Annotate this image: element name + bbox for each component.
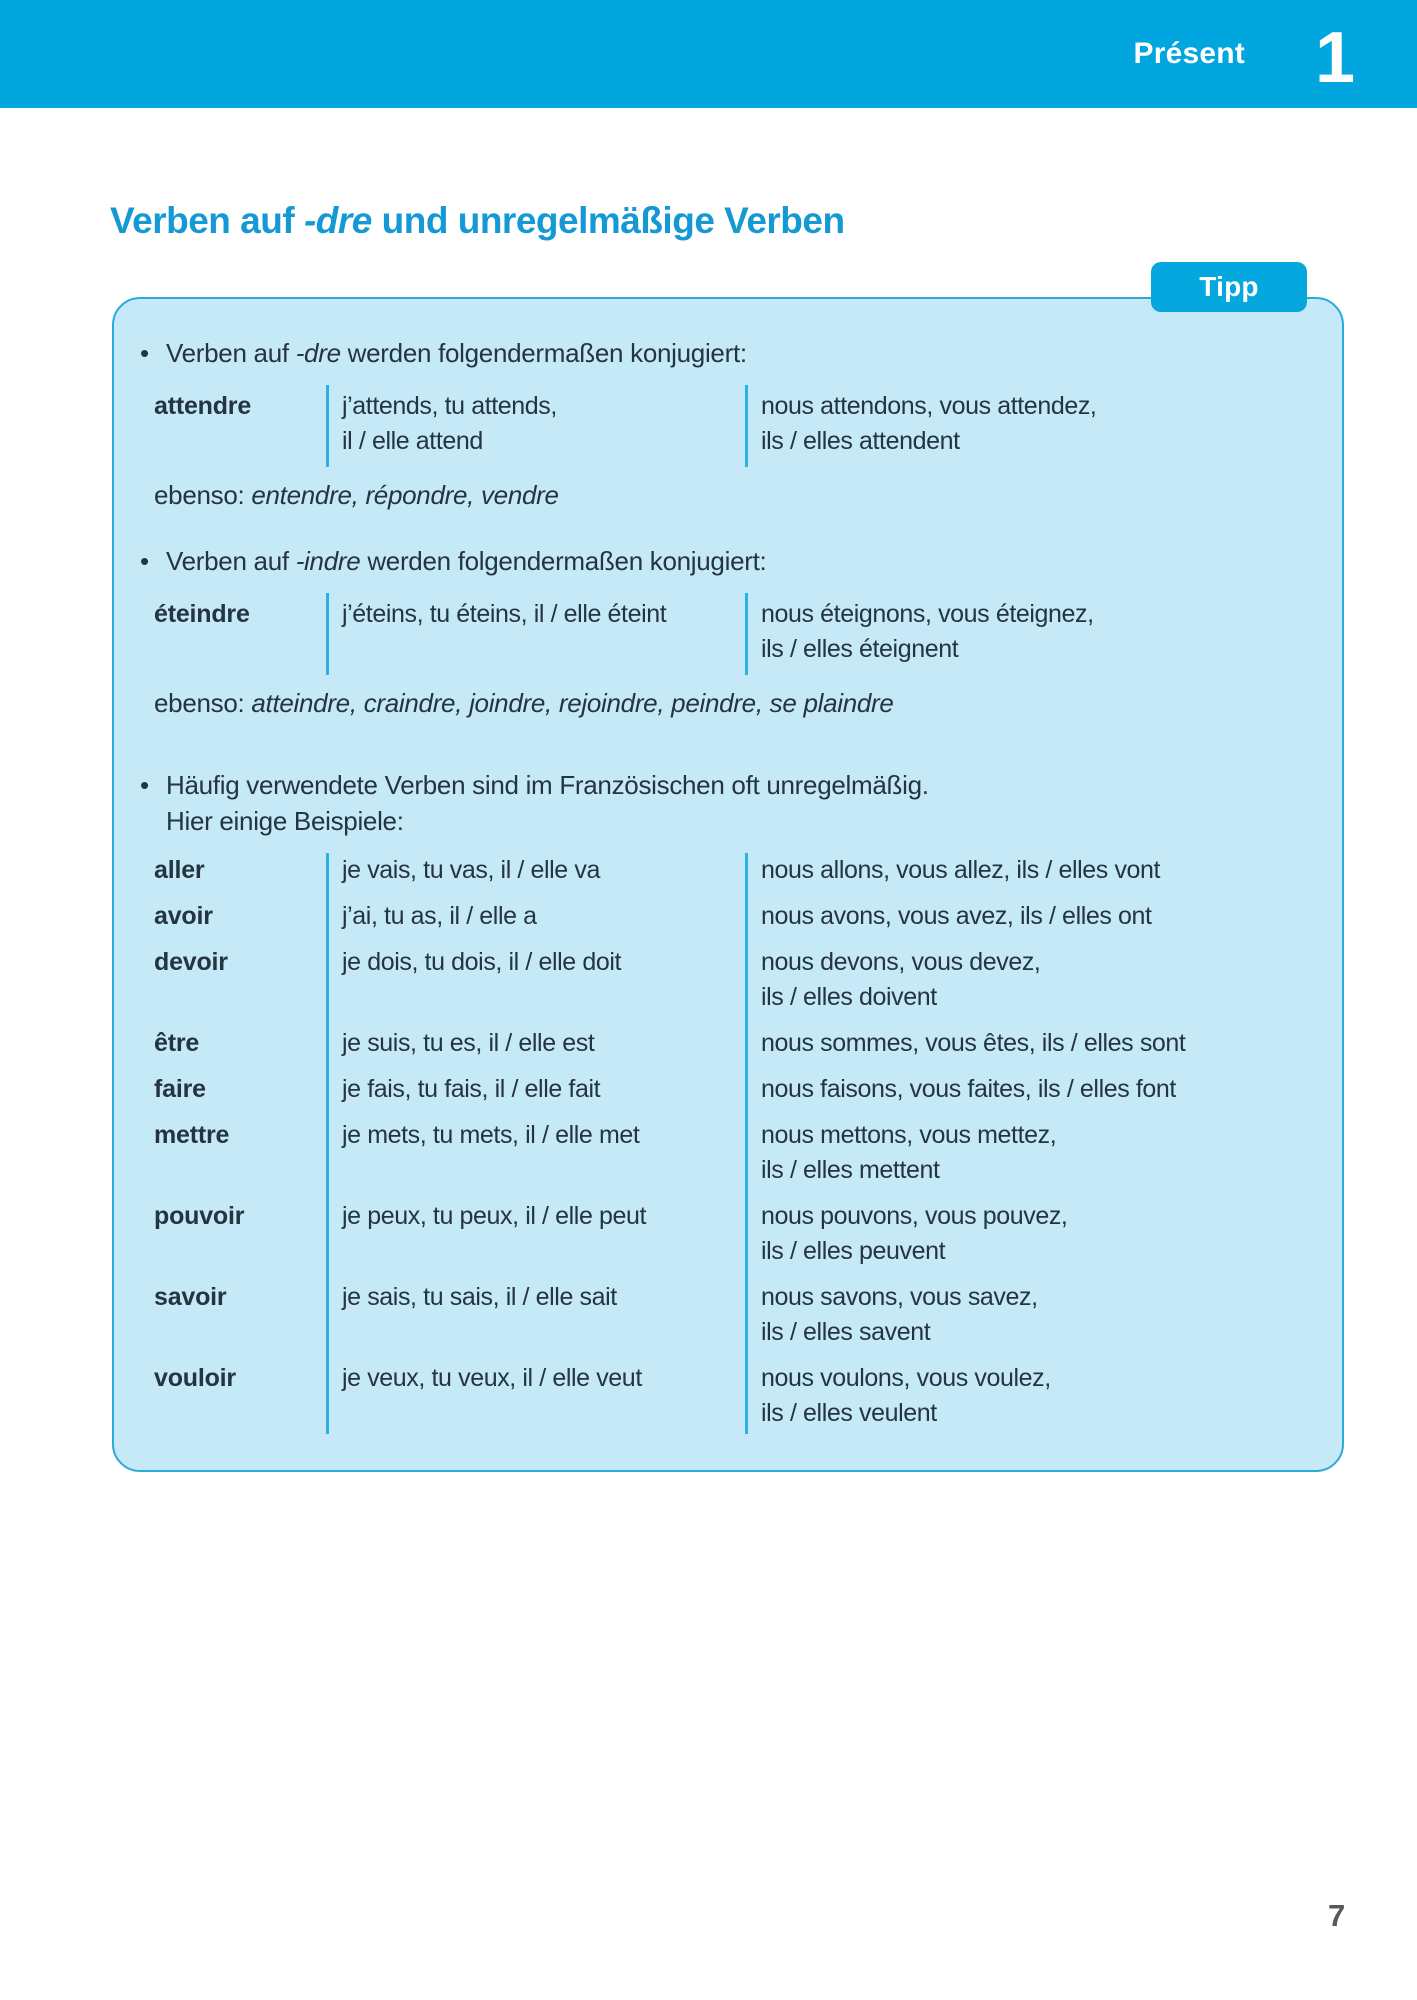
bullet-indre-text: Verben auf -indre werden folgendermaßen konjugiert: (166, 546, 767, 576)
verb-name-etre: être (154, 1029, 200, 1057)
page-title-part1: Verben auf (110, 200, 304, 241)
page-title-italic: -dre (303, 200, 372, 241)
bullet-icon: • (140, 770, 149, 800)
verb-name-mettre: mettre (154, 1121, 230, 1149)
verb-singular-faire: je fais, tu fais, il / elle fait (326, 1072, 745, 1118)
verb-name-aller: aller (154, 856, 205, 884)
page-title-part3: und unregelmäßige Verben (371, 200, 845, 241)
verb-plural-forms: nous éteignons, vous éteignez, ils / elles éteignent (745, 593, 1312, 675)
conjugation-table-eteindre (154, 593, 1312, 675)
chapter-number: 1 (1314, 18, 1355, 98)
verb-singular-etre: je suis, tu es, il / elle est (326, 1026, 745, 1072)
verb-plural-etre: nous sommes, vous êtes, ils / elles sont (745, 1026, 1312, 1072)
verb-singular-mettre: je mets, tu mets, il / elle met (326, 1118, 745, 1199)
verb-singular-devoir: je dois, tu dois, il / elle doit (326, 945, 745, 1026)
page-title (110, 200, 845, 242)
verb-singular-pouvoir: je peux, tu peux, il / elle peut (326, 1199, 745, 1280)
verb-name-vouloir: vouloir (154, 1364, 236, 1392)
verb-plural-mettre: nous mettons, vous mettez, ils / elles mettent (745, 1118, 1312, 1199)
conjugation-table-attendre (154, 385, 1312, 467)
verb-name-pouvoir: pouvoir (154, 1202, 245, 1230)
verb-singular-avoir: j’ai, tu as, il / elle a (326, 899, 745, 945)
verb-plural-vouloir: nous voulons, vous voulez, ils / elles veulent (745, 1361, 1312, 1434)
ebenso-dre: ebenso: entendre, répondre, vendre (154, 480, 559, 510)
verb-name: attendre (154, 392, 252, 420)
verb-plural-forms: nous attendons, vous attendez, ils / elles attendent (745, 385, 1312, 467)
bullet-irregular-intro (140, 767, 1312, 839)
verb-singular-vouloir: je veux, tu veux, il / elle veut (326, 1361, 745, 1434)
bullet-icon: • (140, 338, 149, 368)
chapter-section-label: Présent (1133, 37, 1245, 70)
bullet-icon: • (140, 546, 149, 576)
bullet-irregular-text: Häufig verwendete Verben sind im Französischen oft unregelmäßig. Hier einige Beispiele: (166, 770, 929, 836)
tip-tab-label: Tipp (1199, 271, 1259, 302)
verb-plural-avoir: nous avons, vous avez, ils / elles ont (745, 899, 1312, 945)
verb-singular-forms: j’attends, tu attends, il / elle attend (326, 385, 745, 467)
tip-tab (1151, 262, 1307, 312)
verb-name-savoir: savoir (154, 1283, 227, 1311)
verb-name: éteindre (154, 600, 250, 628)
conjugation-table-irregular (154, 853, 1312, 1434)
verb-plural-pouvoir: nous pouvons, vous pouvez, ils / elles peuvent (745, 1199, 1312, 1280)
verb-plural-faire: nous faisons, vous faites, ils / elles font (745, 1072, 1312, 1118)
verb-plural-aller: nous allons, vous allez, ils / elles vont (745, 853, 1312, 899)
bullet-indre-intro (140, 543, 1312, 579)
page-number: 7 (1328, 1898, 1346, 1933)
bullet-dre-text: Verben auf -dre werden folgendermaßen konjugiert: (166, 338, 747, 368)
verb-name-devoir: devoir (154, 948, 228, 976)
ebenso-indre: ebenso: atteindre, craindre, joindre, rejoindre, peindre, se plaindre (154, 688, 894, 718)
verb-plural-devoir: nous devons, vous devez, ils / elles doivent (745, 945, 1312, 1026)
verb-name-faire: faire (154, 1075, 206, 1103)
chapter-header-bar (0, 0, 1417, 108)
bullet-dre-intro (140, 335, 1312, 371)
verb-singular-aller: je vais, tu vas, il / elle va (326, 853, 745, 899)
verb-singular-savoir: je sais, tu sais, il / elle sait (326, 1280, 745, 1361)
verb-singular-forms: j’éteins, tu éteins, il / elle éteint (326, 593, 745, 675)
verb-plural-savoir: nous savons, vous savez, ils / elles savent (745, 1280, 1312, 1361)
tip-box (112, 271, 1344, 1472)
verb-name-avoir: avoir (154, 902, 213, 930)
